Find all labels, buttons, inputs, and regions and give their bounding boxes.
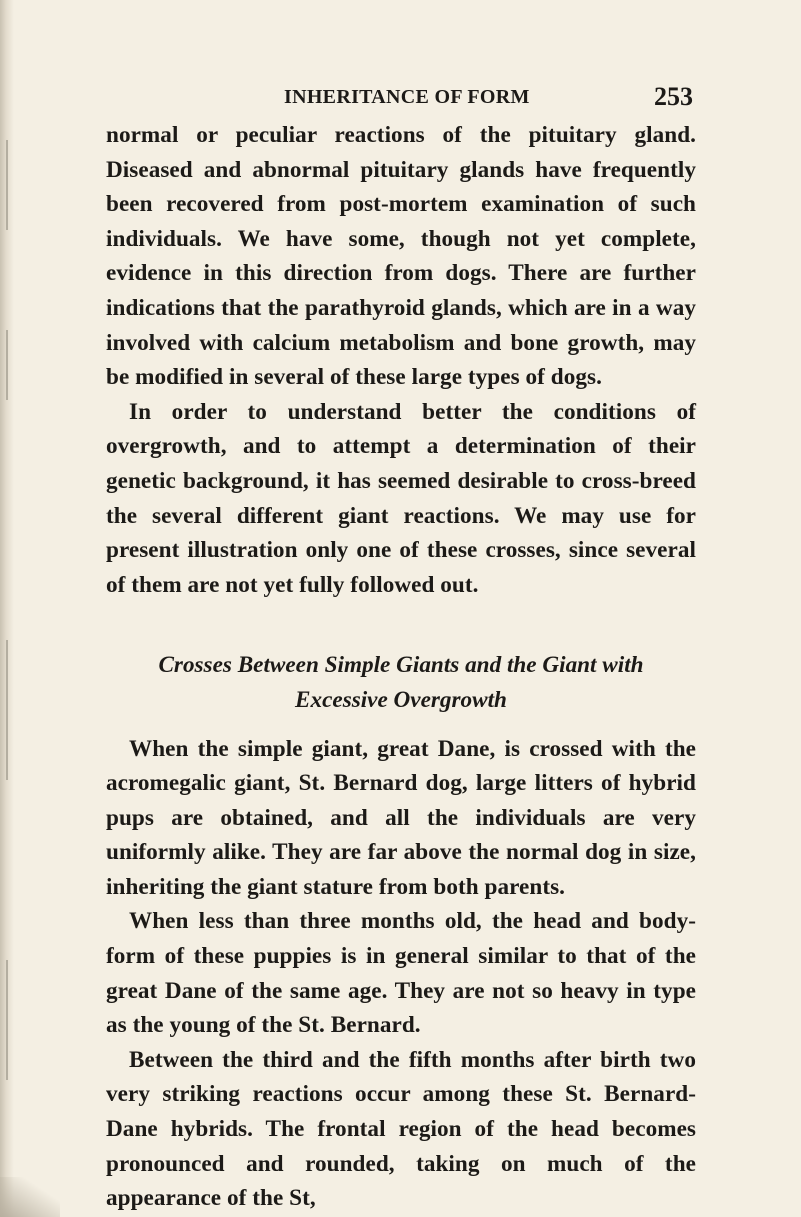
paragraph: When less than three months old, the head and body-form of these puppies is in general similar to that of the great Dane of the same age. They are not so heavy in type as the young of the St. Bernard. — [106, 908, 696, 1039]
page-corner-shadow — [0, 1177, 60, 1217]
paragraph: In order to understand better the conditions of overgrowth, and to attempt a determination of their genetic background, it has seemed desirable to cross-breed the several different giant reactions. We may use for present illustration only one of these crosses, since several of them are not yet fully followed out. — [106, 398, 696, 598]
page-number: 253 — [654, 82, 693, 111]
section-heading-line: Excessive Overgrowth — [295, 686, 507, 713]
section-heading-line: Crosses Between Simple Giants and the Giant with — [158, 652, 644, 679]
paragraph: When the simple giant, great Dane, is crossed with the acromegalic giant, St. Bernard dog, large litters of hybrid pups are obtained, and all the individuals are very uniformly alike. They are far above the normal dog in size, inheriting the giant stature from both parents. — [106, 735, 696, 900]
gutter-mark — [6, 640, 8, 780]
running-head-title: INHERITANCE OF FORM — [284, 86, 530, 108]
paragraph: Between the third and the fifth months after birth two very striking reactions occur among these St. Bernard-Dane hybrids. The frontal region of the head becomes pronounced and rounded, taking on much of the appearance of the St, — [106, 1046, 696, 1212]
section-heading — [106, 648, 696, 717]
gutter-mark — [6, 330, 8, 400]
page-gutter-shadow — [0, 0, 14, 1217]
book-page — [106, 76, 696, 1216]
gutter-mark — [6, 140, 8, 230]
gutter-mark — [6, 960, 8, 1080]
paragraph: normal or peculiar reactions of the pituitary gland. Diseased and abnormal pituitary glands have frequently been recovered from post-mortem examination of such individuals. We have some, though not yet complete, evidence in this direction from dogs. There are further indications that the parathyroid glands, which are in a way involved with calcium metabolism and bone growth, may be modified in several of these large types of dogs. — [106, 122, 696, 391]
running-head — [106, 76, 696, 118]
